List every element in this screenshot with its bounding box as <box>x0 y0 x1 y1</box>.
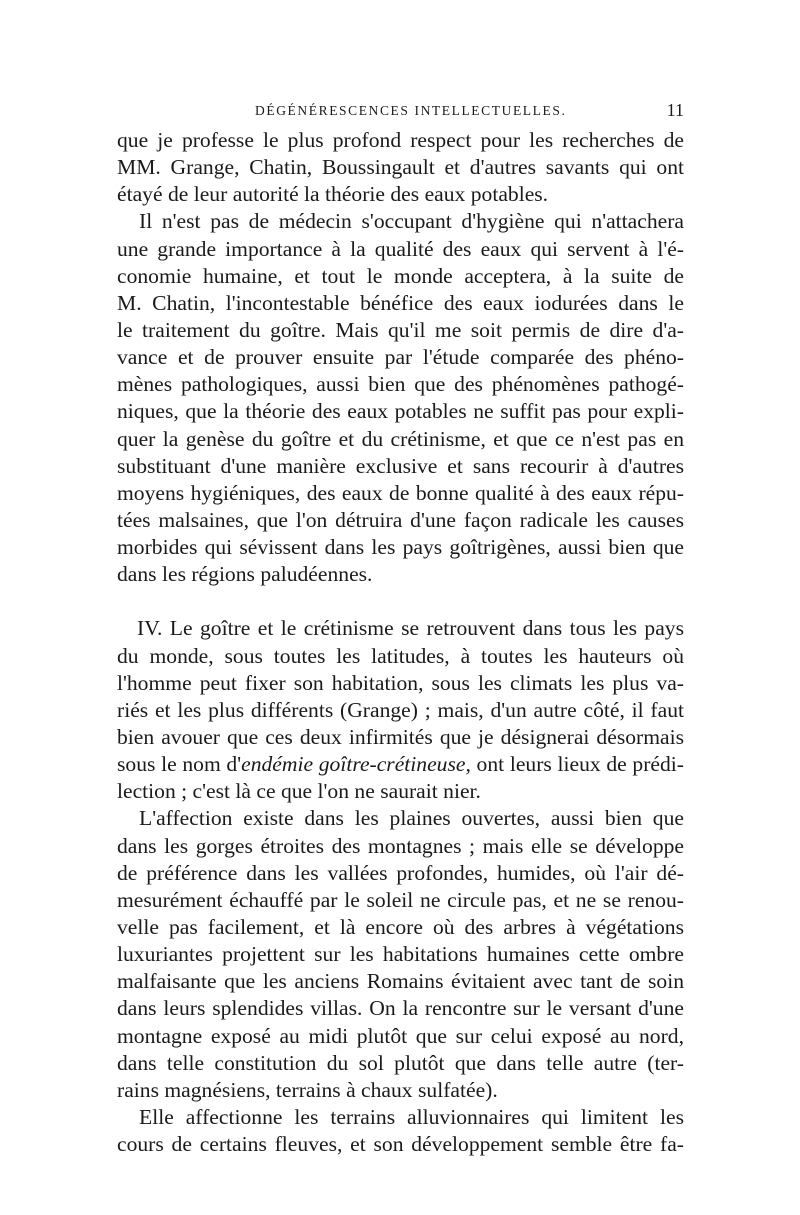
body-text <box>117 127 684 1158</box>
text-line: M. Chatin, l'incontestable bénéfice des eaux iodurées dans le <box>117 290 684 315</box>
text-line: Il n'est pas de médecin s'occupant d'hygiène qui n'attachera <box>139 209 684 234</box>
text-line: tées malsaines, que l'on détruira d'une façon radicale les causes <box>117 507 684 532</box>
text-line: Elle affectionne les terrains alluvionnaires qui limitent les <box>139 1104 684 1129</box>
page-number: 11 <box>666 100 684 120</box>
text-line: velle pas facilement, et là encore où des arbres à végétations <box>117 914 684 939</box>
text-line: L'affection existe dans les plaines ouvertes, aussi bien que <box>139 806 684 831</box>
paragraph-5 <box>117 1104 684 1158</box>
text-line: que je professe le plus profond respect pour les recherches de <box>117 128 684 152</box>
text-line: niques, que la théorie des eaux potables ne suffit pas pour expli- <box>117 399 684 424</box>
text-segment: sous le nom d' <box>117 752 242 777</box>
text-segment: ont leurs lieux de prédi- <box>470 752 684 777</box>
page-header <box>117 102 684 124</box>
text-line: une grande importance à la qualité des eaux qui servent à l'é- <box>117 236 684 261</box>
text-line: cours de certains fleuves, et son développement semble être fa- <box>117 1132 684 1157</box>
text-line: étayé de leur autorité la théorie des eaux potables. <box>117 182 549 207</box>
text-line: dans telle constitution du sol plutôt que dans telle autre (ter- <box>117 1050 684 1075</box>
text-line: luxuriantes projettent sur les habitations humaines cette ombre <box>117 942 684 967</box>
text-line: moyens hygiéniques, des eaux de bonne qualité à des eaux répu- <box>117 480 684 505</box>
text-line: conomie humaine, et tout le monde acceptera, à la suite de <box>117 263 684 288</box>
text-line: riés et les plus différents (Grange) ; mais, d'un autre côté, il faut <box>117 697 684 722</box>
text-line-with-italic <box>117 751 684 778</box>
section-gap <box>117 588 684 615</box>
paragraph-1 <box>117 127 684 208</box>
italic-term: endémie goître-crétineuse, <box>241 752 471 777</box>
text-line: mesurément échauffé par le soleil ne circule pas, et ne se renou- <box>117 887 684 912</box>
text-line: MM. Grange, Chatin, Boussingault et d'autres savants qui ont <box>117 155 684 180</box>
text-line: malfaisante que les anciens Romains évitaient avec tant de soin <box>117 969 684 994</box>
text-line: dans les régions paludéennes. <box>117 562 373 587</box>
paragraph-3 <box>117 615 684 805</box>
text-line: bien avouer que ces deux infirmités que je désignerai désormais <box>117 724 684 749</box>
text-line: vance et de prouver ensuite par l'étude comparée des phéno- <box>117 345 684 370</box>
text-line: quer la genèse du goître et du crétinisme, et que ce n'est pas en <box>117 426 684 451</box>
text-line: dans les gorges étroites des montagnes ; mais elle se développe <box>117 833 684 858</box>
text-line: morbides qui sévissent dans les pays goîtrigènes, aussi bien que <box>117 535 684 560</box>
text-line: le traitement du goître. Mais qu'il me soit permis de dire d'a- <box>117 317 684 342</box>
text-line: mènes pathologiques, aussi bien que des phénomènes pathogé- <box>117 372 684 397</box>
text-line: rains magnésiens, terrains à chaux sulfatée). <box>117 1077 498 1102</box>
text-line: lection ; c'est là ce que l'on ne saurait nier. <box>117 779 481 804</box>
text-line: de préférence dans les vallées profondes, humides, où l'air dé- <box>117 860 684 885</box>
text-line: IV. Le goître et le crétinisme se retrouvent dans tous les pays <box>137 616 684 641</box>
running-head: DÉGÉNÉRESCENCES INTELLECTUELLES. <box>255 103 567 118</box>
paragraph-2 <box>117 208 684 588</box>
text-line: montagne exposé au midi plutôt que sur celui exposé au nord, <box>117 1023 684 1048</box>
text-line: substituant d'une manière exclusive et sans recourir à d'autres <box>117 453 684 478</box>
text-line: du monde, sous toutes les latitudes, à toutes les hauteurs où <box>117 643 684 668</box>
text-line: dans leurs splendides villas. On la rencontre sur le versant d'une <box>117 996 684 1021</box>
paragraph-4 <box>117 805 684 1104</box>
text-line: l'homme peut fixer son habitation, sous les climats les plus va- <box>117 670 684 695</box>
